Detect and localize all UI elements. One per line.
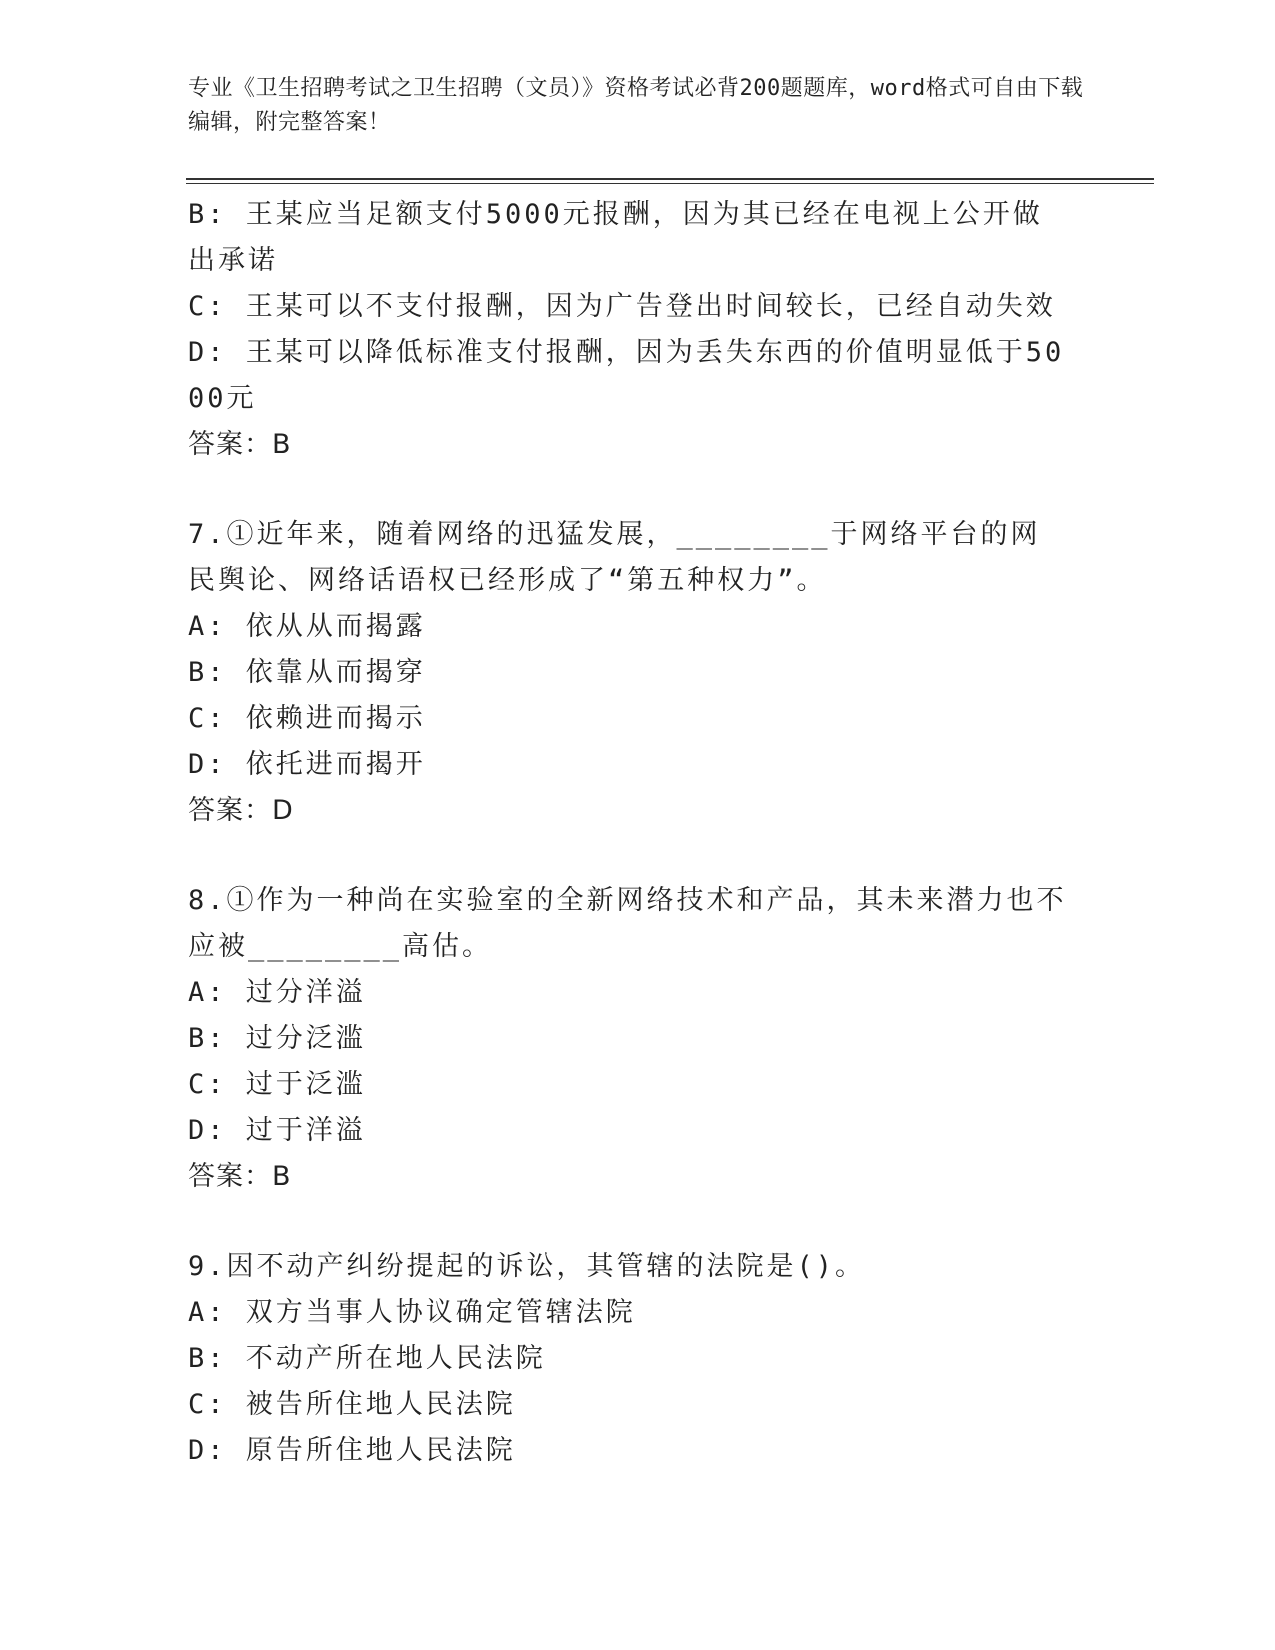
question-9 — [188, 1244, 1068, 1474]
spacer — [188, 468, 1068, 512]
q9-option-b: B: 不动产所在地人民法院 — [188, 1343, 546, 1374]
q6-option-d: D: 王某可以降低标准支付报酬，因为丢失东西的价值明显低于5000元 — [188, 337, 1065, 414]
q6-option-c: C: 王某可以不支付报酬，因为广告登出时间较长，已经自动失效 — [188, 291, 1056, 322]
question-8 — [188, 878, 1068, 1200]
header-rule-thick — [186, 178, 1154, 180]
spacer — [188, 834, 1068, 878]
header-intro-text: 专业《卫生招聘考试之卫生招聘（文员）》资格考试必背200题题库，word格式可自由下载编辑，附完整答案！ — [188, 76, 1084, 135]
q9-question: 9.因不动产纠纷提起的诉讼，其管辖的法院是()。 — [188, 1251, 866, 1282]
document-header — [188, 72, 1088, 140]
spacer — [188, 1200, 1068, 1244]
q6-option-b: B: 王某应当足额支付5000元报酬，因为其已经在电视上公开做出承诺 — [188, 199, 1043, 276]
header-rule-thin — [186, 183, 1154, 184]
q8-option-d: D: 过于洋溢 — [188, 1115, 366, 1146]
q9-option-a: A: 双方当事人协议确定管辖法院 — [188, 1297, 636, 1328]
q9-option-d: D: 原告所住地人民法院 — [188, 1435, 516, 1466]
q7-option-d: D: 依托进而揭开 — [188, 749, 426, 780]
q6-answer: 答案：B — [188, 429, 292, 460]
question-7 — [188, 512, 1068, 834]
question-6-tail — [188, 192, 1068, 468]
q8-option-a: A: 过分洋溢 — [188, 977, 366, 1008]
q8-option-c: C: 过于泛滥 — [188, 1069, 366, 1100]
q8-question: 8.①作为一种尚在实验室的全新网络技术和产品，其未来潜力也不应被________高估。 — [188, 885, 1067, 962]
document-body — [188, 192, 1068, 1474]
q7-answer: 答案：D — [188, 795, 294, 826]
q8-answer: 答案：B — [188, 1161, 292, 1192]
q8-option-b: B: 过分泛滥 — [188, 1023, 366, 1054]
q7-option-b: B: 依靠从而揭穿 — [188, 657, 426, 688]
q7-option-c: C: 依赖进而揭示 — [188, 703, 426, 734]
q7-option-a: A: 依从从而揭露 — [188, 611, 426, 642]
q9-option-c: C: 被告所住地人民法院 — [188, 1389, 516, 1420]
q7-question: 7.①近年来，随着网络的迅猛发展，________于网络平台的网民舆论、网络话语权已经形成了“第五种权力”。 — [188, 519, 1041, 596]
